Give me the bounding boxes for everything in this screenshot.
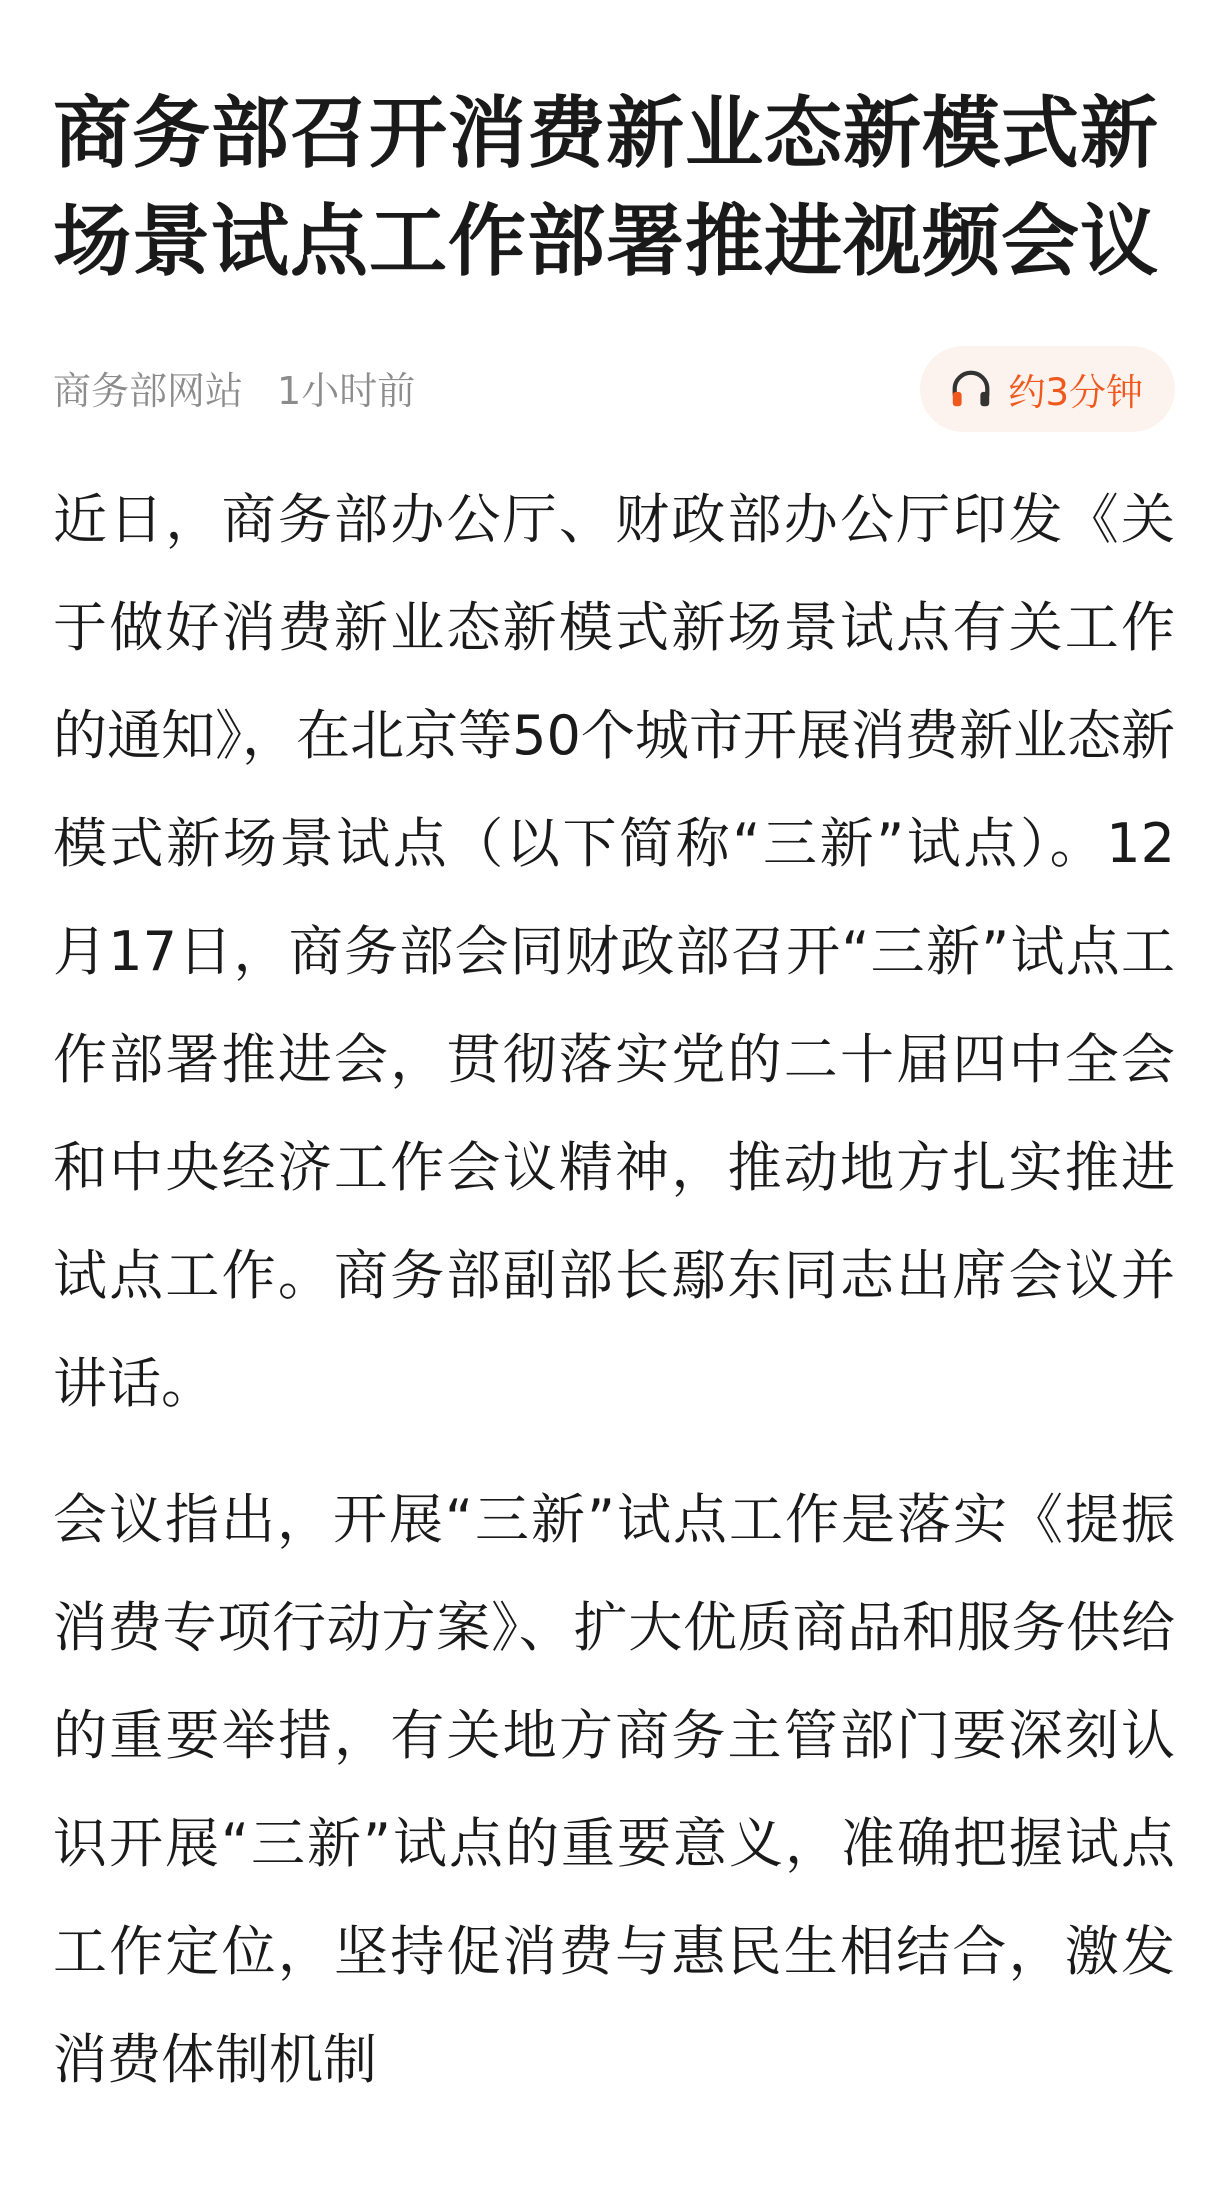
meta-left bbox=[53, 366, 415, 416]
headphones-icon bbox=[948, 366, 994, 412]
publish-time: 1小时前 bbox=[277, 369, 416, 413]
article-paragraph: 近日，商务部办公厅、财政部办公厅印发《关于做好消费新业态新模式新场景试点有关工作的通知》，在北京等50个城市开展消费新业态新模式新场景试点（以下简称“三新”试点）。12月17日，商务部会同财政部召开“三新”试点工作部署推进会，贯彻落实党的二十届四中全会和中央经济工作会议精神，推动地方扎实推进试点工作。商务部副部长鄢东同志出席会议并讲话。 bbox=[53, 488, 1175, 1415]
article-paragraph: 会议指出，开展“三新”试点工作是落实《提振消费专项行动方案》、扩大优质商品和服务供给的重要举措，有关地方商务主管部门要深刻认识开展“三新”试点的重要意义，准确把握试点工作定位，坚持促消费与惠民生相结合，激发消费体制机制 bbox=[53, 1488, 1175, 2091]
listen-duration: 约3分钟 bbox=[1008, 371, 1143, 414]
article-title: 商务部召开消费新业态新模式新场景试点工作部署推进视频会议 bbox=[53, 89, 1160, 287]
article-source[interactable]: 商务部网站 bbox=[53, 369, 244, 413]
article bbox=[53, 0, 1175, 2114]
article-meta bbox=[53, 346, 1175, 436]
listen-button[interactable] bbox=[920, 346, 1175, 432]
